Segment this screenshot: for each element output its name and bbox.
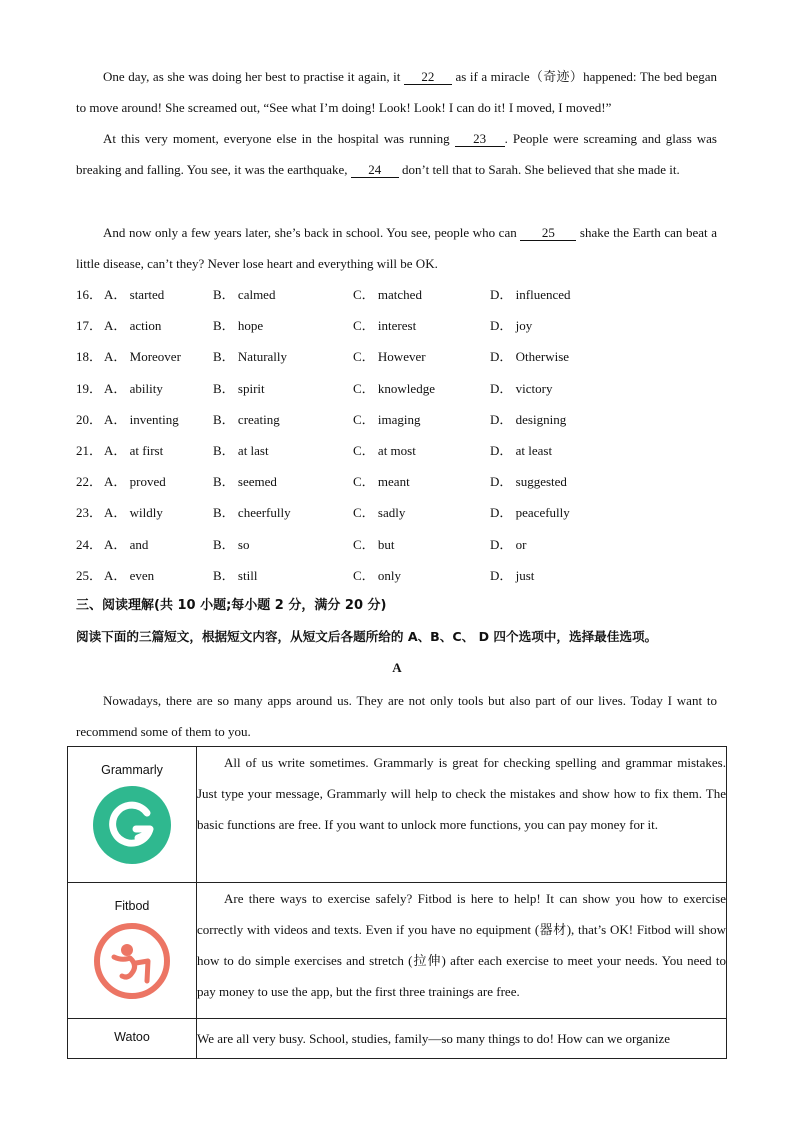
option-b: B． cheerfully	[213, 505, 291, 520]
option-c: C． matched	[353, 287, 422, 302]
blank-24: 24	[351, 163, 399, 178]
option-d: D． Otherwise	[490, 349, 570, 364]
app-name: Watoo	[114, 1030, 150, 1044]
option-b: B． still	[213, 568, 258, 583]
passage-paragraph-1: One day, as she was doing her best to practise it again, it 22 as if a miracle（奇迹）happened: The bed began to move around! She screamed out, “See what I’m doing! Look! Look! I can do it! I moved, I moved!”	[76, 69, 717, 115]
question-row: 20． A． inventing B． creating C． imaging D． designing	[76, 404, 717, 435]
option-b: B． at last	[213, 443, 269, 458]
option-b: B． calmed	[213, 287, 276, 302]
option-a: A． inventing	[104, 412, 179, 427]
section-instruction: 阅读下面的三篇短文，根据短文内容，从短文后各题所给的 A、B、C、 D 四个选项中，选择最佳选项。	[76, 629, 658, 644]
option-d: D． joy	[490, 318, 533, 333]
option-d: D． victory	[490, 381, 553, 396]
apps-table	[67, 746, 727, 1059]
option-d: D． at least	[490, 443, 553, 458]
option-d: D． or	[490, 537, 527, 552]
question-row: 17． A． action B． hope C． interest D． joy	[76, 310, 717, 341]
app-description: We are all very busy. School, studies, family—so many things to do! How can we organize	[197, 1019, 727, 1059]
part-label: A	[392, 660, 402, 675]
option-a: A． even	[104, 568, 155, 583]
app-description: All of us write sometimes. Grammarly is great for checking spelling and grammar mistakes. Just type your message, Grammarly will help to check the mistakes and show how to fix them. The basic functions are free. If you want to unlock more functions, you can pay money for it.	[197, 747, 727, 883]
option-c: C． interest	[353, 318, 417, 333]
fitbod-logo-icon	[92, 921, 172, 1001]
grammarly-logo-icon	[92, 785, 172, 865]
passage-paragraph-3: And now only a few years later, she’s back in school. You see, people who can 25 shake the Earth can beat a little disease, can’t they? Never lose heart and everything will be OK.	[76, 225, 717, 271]
option-c: C． knowledge	[353, 381, 435, 396]
option-a: A． ability	[104, 381, 163, 396]
question-row: 22． A． proved B． seemed C． meant D． suggested	[76, 466, 717, 497]
question-row: 16． A． started B． calmed C． matched D． influenced	[76, 279, 717, 310]
option-a: A． at first	[104, 443, 164, 458]
blank-22: 22	[404, 70, 452, 85]
passage-paragraph-2: At this very moment, everyone else in the hospital was running 23 . People were screaming and glass was breaking and falling. You see, it was the earthquake, 24 don’t tell that to Sarah. She believed that she made it.	[76, 131, 717, 177]
reading-intro: Nowadays, there are so many apps around us. They are not only tools but also part of our lives. Today I want to recommend some of them to you.	[76, 693, 717, 739]
option-d: D． designing	[490, 412, 567, 427]
question-row: 23． A． wildly B． cheerfully C． sadly D． peacefully	[76, 497, 717, 528]
option-b: B． spirit	[213, 381, 265, 396]
question-row: 19． A． ability B． spirit C． knowledge D． victory	[76, 373, 717, 404]
blank-25: 25	[520, 226, 576, 241]
option-c: C． but	[353, 537, 395, 552]
option-a: A． wildly	[104, 505, 163, 520]
app-name: Fitbod	[114, 899, 150, 913]
app-description: Are there ways to exercise safely? Fitbod is here to help! It can show you how to exercise correctly with videos and texts. Even if you have no equipment (器材), that’s OK! Fitbod will show how to do simple exercises and stretch (拉伸) after each exercise to meet your needs. You need to pay money to use the app, but the first three trainings are free.	[197, 883, 727, 1019]
blank-23: 23	[455, 132, 505, 147]
option-b: B． seemed	[213, 474, 277, 489]
option-c: C． imaging	[353, 412, 421, 427]
option-c: C． sadly	[353, 505, 406, 520]
app-name-cell	[68, 747, 197, 883]
option-c: C． However	[353, 349, 426, 364]
option-a: A． action	[104, 318, 162, 333]
app-name: Grammarly	[101, 763, 163, 777]
option-d: D． just	[490, 568, 535, 583]
table-row	[68, 883, 727, 1019]
app-name-cell	[68, 1019, 197, 1059]
question-row: 18． A． Moreover B． Naturally C． However D． Otherwise	[76, 341, 717, 372]
table-row	[68, 747, 727, 883]
option-c: C． at most	[353, 443, 416, 458]
section-title: 三、阅读理解(共 10 小题;每小题 2 分，满分 20 分)	[76, 598, 387, 613]
question-row: 21． A． at first B． at last C． at most D． at least	[76, 435, 717, 466]
table-row	[68, 1019, 727, 1059]
option-d: D． influenced	[490, 287, 571, 302]
option-b: B． creating	[213, 412, 280, 427]
option-b: B． hope	[213, 318, 264, 333]
app-name-cell	[68, 883, 197, 1019]
option-a: A． proved	[104, 474, 166, 489]
question-row: 24． A． and B． so C． but D． or	[76, 529, 717, 560]
option-a: A． and	[104, 537, 149, 552]
option-a: A． Moreover	[104, 349, 181, 364]
option-d: D． suggested	[490, 474, 567, 489]
question-row: 25． A． even B． still C． only D． just	[76, 560, 717, 591]
option-a: A． started	[104, 287, 165, 302]
option-b: B． so	[213, 537, 250, 552]
option-b: B． Naturally	[213, 349, 288, 364]
option-d: D． peacefully	[490, 505, 570, 520]
option-c: C． meant	[353, 474, 410, 489]
option-c: C． only	[353, 568, 402, 583]
